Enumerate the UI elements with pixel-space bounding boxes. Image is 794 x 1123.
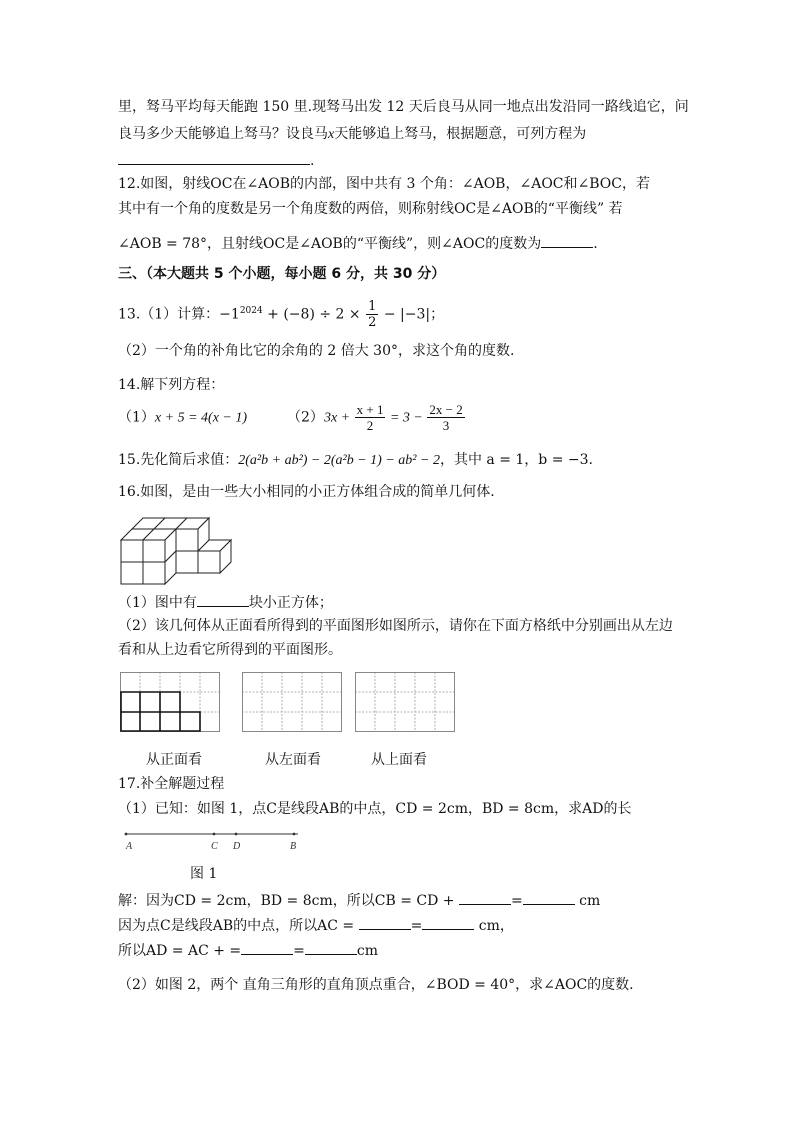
sol3-eq: =	[293, 943, 305, 959]
p11-variable: x	[328, 127, 335, 142]
p11-answer-line	[118, 150, 314, 171]
p15-label: 15.先化简后求值：	[118, 452, 239, 468]
p11-line1: 里，驽马平均每天能跑 150 里.现驽马出发 12 天后良马从同一地点出发沿同一路线追它，问	[118, 99, 689, 115]
p13-line1	[118, 296, 444, 330]
sol1-blank-2[interactable]	[523, 890, 575, 905]
sol1-unit: cm	[579, 893, 601, 909]
p16-q1-blank[interactable]	[197, 592, 249, 607]
grid-left-view	[242, 672, 344, 734]
section-3-header: 三、（本大题共 5 个小题，每小题 6 分，共 30 分）	[118, 266, 446, 282]
sol3-unit: cm	[356, 943, 379, 959]
sol2-blank-2[interactable]	[422, 915, 474, 930]
p13-exponent: 2024	[239, 306, 263, 316]
p17-q1: （1）已知：如图 1，点C是线段AB的中点，CD = 2cm，BD = 8cm，求AD的长	[118, 801, 632, 817]
p14-frac1	[355, 402, 386, 433]
p14-eq2-label: （2）	[287, 409, 324, 426]
sol1-text: 解：因为CD = 2cm，BD = 8cm，所以CB = CD +	[118, 893, 455, 909]
p13-expr-a: −1	[219, 306, 240, 323]
grid-top-view	[355, 672, 457, 734]
p17-q2: （2）如图 2，两个 直角三角形的直角顶点重合，∠BOD = 40°，求∠AOC的度数.	[118, 977, 634, 993]
p11-line2	[118, 124, 586, 145]
p17-solution-line1	[118, 890, 600, 911]
sol2-text: 因为点C是线段AB的中点，所以AC =	[118, 918, 355, 934]
p13-expr-c: − |−3|；	[379, 306, 445, 323]
p16-q1-text-a: （1）图中有	[118, 595, 197, 611]
sol3-blank-2[interactable]	[305, 940, 357, 955]
p13-expr-b: + (−8) ÷ 2 ×	[262, 306, 366, 323]
point-b-label: B	[290, 841, 297, 852]
p14-eq2-a: 3x +	[323, 410, 354, 426]
p17-solution-line3	[118, 940, 378, 961]
label-top-view: 从上面看	[371, 752, 427, 768]
sol2-unit: cm，	[478, 918, 514, 934]
sol2-blank-1[interactable]	[359, 915, 411, 930]
figure-1-caption: 图 1	[190, 866, 218, 882]
p14-title: 14.解下列方程：	[118, 377, 225, 393]
p13-frac-den: 2	[368, 315, 377, 331]
p11-line2-text-b: 天能够追上驽马，根据题意，可列方程为	[334, 126, 587, 142]
p12-line3	[118, 233, 598, 254]
p17-solution-line2	[118, 915, 514, 936]
sol1-blank-1[interactable]	[459, 890, 511, 905]
p12-line1: 12.如图，射线OC在∠AOB的内部，图中共有 3 个角：∠AOB，∠AOC和∠BOC，若	[118, 176, 650, 192]
p16-title: 16.如图，是由一些大小相同的小正方体组合成的简单几何体.	[118, 484, 495, 500]
p13-fraction	[366, 299, 378, 330]
p16-q2-line2: 看和从上边看它所得到的平面图形。	[118, 642, 342, 658]
p16-q1	[118, 592, 333, 613]
p14-frac2-den: 3	[442, 418, 450, 433]
p14-equations	[118, 402, 466, 434]
point-c-label: C	[211, 841, 218, 852]
p15-condition: ，其中 a = 1，b = −3.	[439, 452, 593, 468]
label-front-view: 从正面看	[146, 752, 202, 768]
p11-line2-text-a: 良马多少天能够追上驽马？设良马	[118, 126, 328, 142]
p13-label: 13.（1）计算：	[118, 306, 220, 323]
p14-frac1-num: x + 1	[356, 402, 384, 417]
sol3-blank-1[interactable]	[241, 940, 293, 955]
point-d-label: D	[233, 841, 241, 852]
p15-line	[118, 450, 593, 471]
sol2-eq: =	[410, 918, 423, 934]
grid-front-view	[120, 672, 222, 734]
p15-expression: 2(a²b + ab²) − 2(a²b − 1) − ab² − 2	[238, 453, 440, 468]
p11-period: .	[310, 153, 315, 169]
p14-eq1-label: （1）	[118, 409, 155, 426]
label-left-view: 从左面看	[265, 752, 321, 768]
cube-solid-figure	[118, 506, 238, 586]
p14-frac1-den: 2	[366, 418, 374, 433]
p14-frac2	[427, 402, 464, 433]
p12-answer-blank[interactable]	[541, 233, 593, 248]
p16-q2-line1: （2）该几何体从正面看所得到的平面图形如图所示，请你在下面方格纸中分别画出从左边	[118, 618, 673, 634]
p14-eq2-b: = 3 −	[386, 410, 427, 426]
p11-answer-blank[interactable]	[118, 150, 310, 165]
p12-period: .	[593, 236, 598, 252]
p14-frac2-num: 2x − 2	[429, 402, 463, 417]
segment-figure-1	[122, 828, 302, 852]
p17-title: 17.补全解题过程	[118, 776, 225, 792]
p12-line2: 其中有一个角的度数是另一个角度数的两倍，则称射线OC是∠AOB的“平衡线” 若	[118, 201, 623, 217]
p13-part2: （2）一个角的补角比它的余角的 2 倍大 30°，求这个角的度数.	[118, 343, 515, 359]
sol3-text: 所以AD = AC + =	[118, 943, 242, 959]
p14-eq1: x + 5 = 4(x − 1)	[154, 410, 248, 426]
p13-frac-num: 1	[368, 299, 377, 315]
p12-line3-text: ∠AOB = 78°，且射线OC是∠AOB的“平衡线”，则∠AOC的度数为	[118, 236, 542, 252]
sol1-eq: =	[510, 893, 523, 909]
point-a-label: A	[126, 841, 133, 852]
p16-q1-text-b: 块小正方体；	[248, 595, 333, 611]
